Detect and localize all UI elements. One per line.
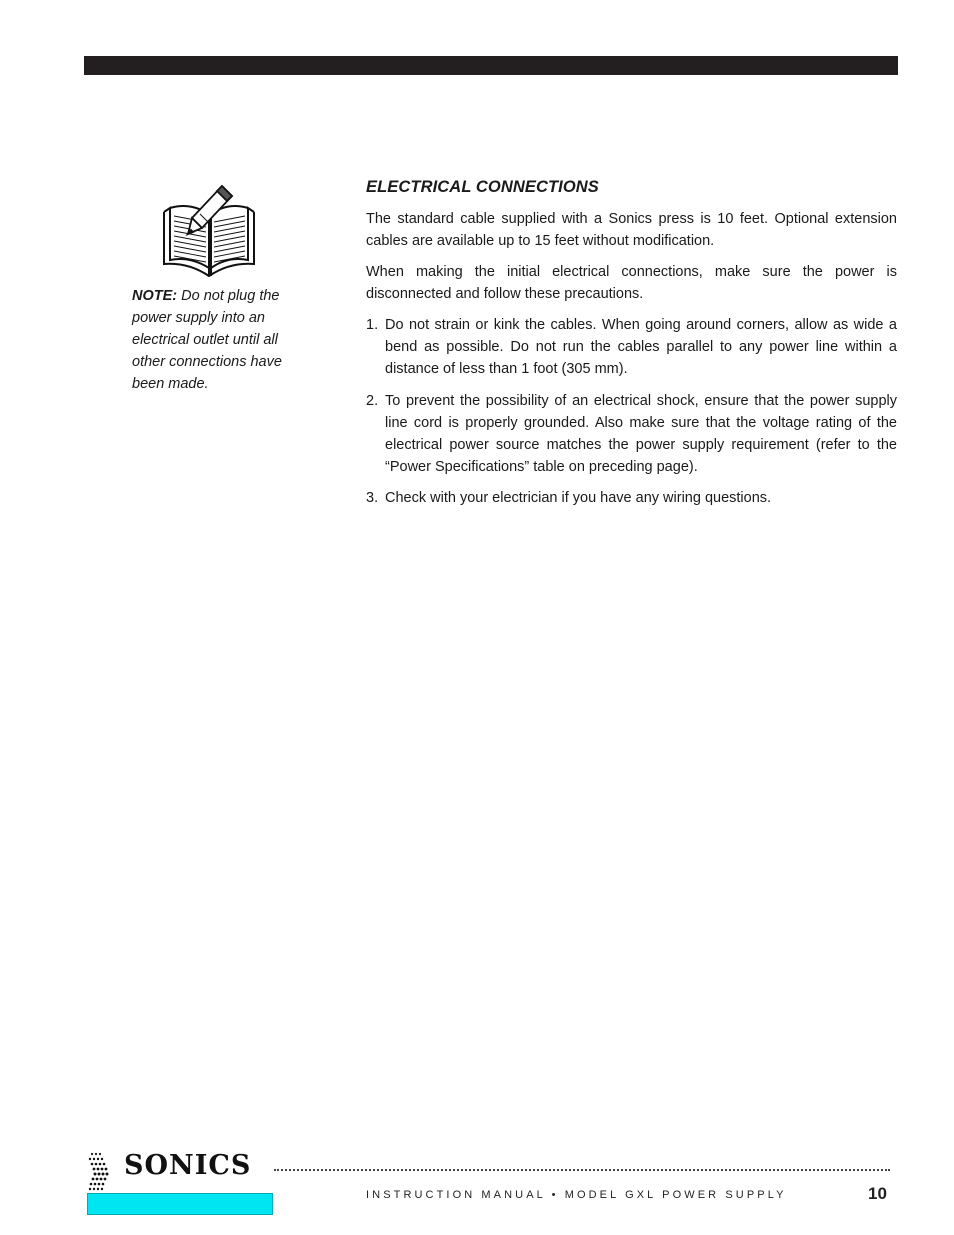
footer-accent-bar	[87, 1193, 273, 1215]
header-bar	[84, 56, 898, 75]
page-number: 10	[868, 1184, 887, 1203]
note-text: Do not plug the power supply into an electrical outlet until all other connections have been made.	[132, 288, 282, 392]
list-text: To prevent the possibility of an electrical shock, ensure that the power supply line cord is properly grounded. Also make sure that the voltage rating of the electrical power source matches the power supply requirement (refer to the “Power Specifications” table on preceding page).	[385, 392, 897, 475]
precautions-list	[366, 314, 897, 509]
list-number: 2.	[366, 392, 379, 409]
manual-title: INSTRUCTION MANUAL • MODEL GXL POWER SUPPLY	[366, 1189, 787, 1201]
note-label: NOTE:	[132, 288, 178, 304]
sonics-logo-icon	[86, 1151, 116, 1193]
side-note	[132, 285, 302, 395]
list-number: 1.	[366, 317, 379, 333]
brand-logo: SONICS	[124, 1150, 252, 1181]
list-item	[366, 390, 897, 478]
paragraph: When making the initial electrical connections, make sure the power is disconnected and follow these precautions.	[366, 264, 897, 302]
book-with-pencil-icon	[160, 184, 260, 280]
section-title: ELECTRICAL CONNECTIONS	[366, 178, 599, 196]
list-item	[366, 314, 897, 380]
list-text: Do not strain or kink the cables. When going around corners, allow as wide a bend as possible. Do not run the cables parallel to any power line within a distance of less than 1 foot (305 mm).	[385, 317, 897, 377]
list-number: 3.	[366, 490, 379, 506]
main-content	[366, 175, 897, 519]
paragraph: The standard cable supplied with a Sonics press is 10 feet. Optional extension cables are available up to 15 feet without modification.	[366, 211, 897, 249]
list-item	[366, 487, 897, 509]
list-text: Check with your electrician if you have any wiring questions.	[385, 490, 772, 506]
footer-dotted-rule	[274, 1169, 890, 1171]
